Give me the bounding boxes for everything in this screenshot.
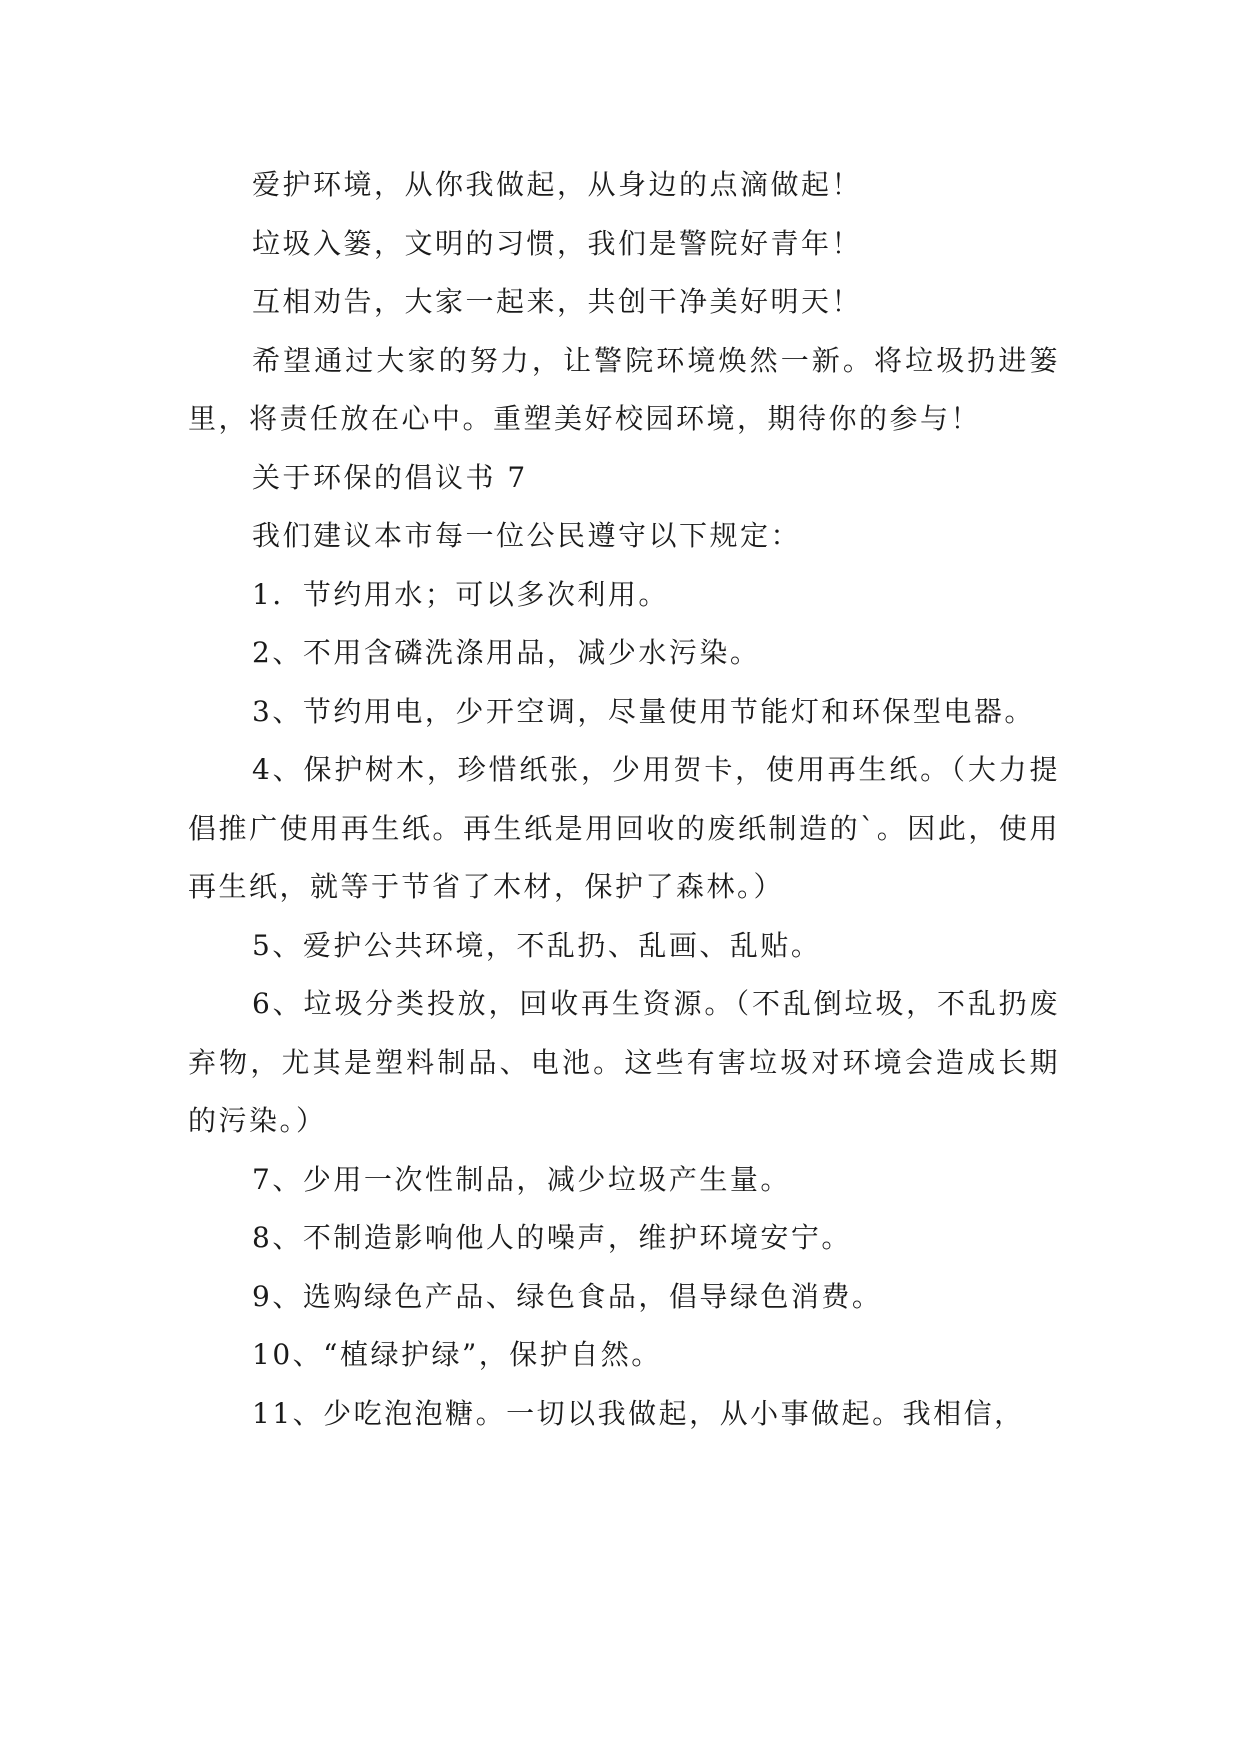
list-item-8: 8、不制造影响他人的噪声，维护环境安宁。 [252,1221,852,1254]
list-item-5: 5、爱护公共环境，不乱扔、乱画、乱贴。 [252,928,822,962]
section-title: 关于环保的倡议书 7 [252,460,528,494]
list-item-9: 9、选购绿色产品、绿色食品，倡导绿色消费。 [252,1279,883,1313]
paragraph-slogan-2: 垃圾入篓，文明的习惯，我们是警院好青年！ [252,226,863,260]
list-item-1: 1．节约用水；可以多次利用。 [252,577,669,611]
list-item-2: 2、不用含磷洗涤用品，减少水污染。 [252,636,761,669]
document-body [188,156,1060,1443]
paragraph-intro: 我们建议本市每一位公民遵守以下规定： [252,519,802,552]
paragraph-closing: 希望通过大家的努力，让警院环境焕然一新。将垃圾扔进篓里，将责任放在心中。重塑美好校园环境，期待你的参与！ [188,343,1060,435]
list-item-10: 10、“植绿护绿”，保护自然。 [252,1338,662,1371]
list-item-3: 3、节约用电，少开空调，尽量使用节能灯和环保型电器。 [252,694,1035,728]
paragraph-slogan-1: 爱护环境，从你我做起，从身边的点滴做起！ [252,168,863,201]
paragraph-slogan-3: 互相劝告，大家一起来，共创干净美好明天！ [252,285,863,318]
list-item-11: 11、少吃泡泡糖。一切以我做起，从小事做起。我相信， [252,1396,1025,1430]
list-item-7: 7、少用一次性制品，减少垃圾产生量。 [252,1162,791,1196]
list-item-4: 4、保护树木，珍惜纸张，少用贺卡，使用再生纸。（大力提倡推广使用再生纸。再生纸是用回收的废纸制造的`。因此，使用再生纸，就等于节省了木材，保护了森林。） [188,753,1060,903]
list-item-6: 6、垃圾分类投放，回收再生资源。（不乱倒垃圾，不乱扔废弃物，尤其是塑料制品、电池。这些有害垃圾对环境会造成长期的污染。） [188,987,1060,1137]
